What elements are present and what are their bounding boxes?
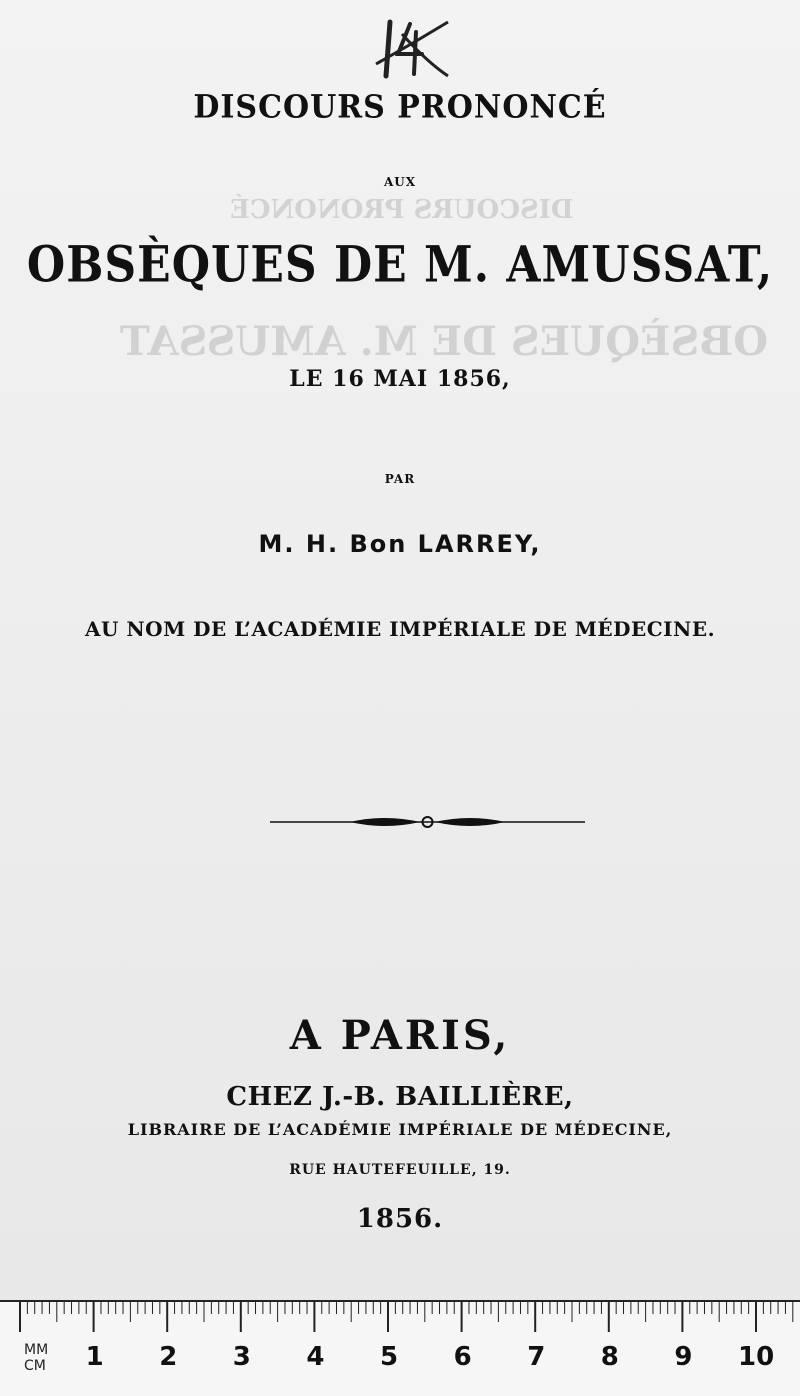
- ruler-number: 4: [306, 1342, 325, 1372]
- bleed-through-text: DISCOURS PRONONCÉ: [230, 195, 574, 225]
- on-behalf-line: AU NOM DE L’ACADÉMIE IMPÉRIALE DE MÉDECINE.: [84, 617, 716, 641]
- ruler-number: 9: [674, 1342, 693, 1372]
- par-line: PAR: [384, 472, 416, 486]
- ruler-number: 10: [738, 1342, 775, 1372]
- ruler-number: 6: [453, 1342, 472, 1372]
- ruler-number: 1: [85, 1342, 104, 1372]
- heading: DISCOURS PRONONCÉ: [193, 89, 607, 126]
- author: M. H. Bon LARREY,: [258, 530, 542, 558]
- unit-mm-label: MM: [24, 1342, 49, 1358]
- city-line: A PARIS,: [289, 1012, 511, 1059]
- ruler-number: 8: [600, 1342, 619, 1372]
- ruler-number: 7: [527, 1342, 546, 1372]
- date-line: LE 16 MAI 1856,: [289, 366, 511, 392]
- ruler-number: 5: [380, 1342, 399, 1372]
- ruler-number: 2: [159, 1342, 178, 1372]
- unit-cm-label: CM: [24, 1358, 46, 1374]
- ornament-divider: [270, 812, 585, 832]
- pencil-number-mark: [372, 14, 452, 84]
- aux-line: AUX: [383, 175, 417, 189]
- publisher-role: LIBRAIRE DE L’ACADÉMIE IMPÉRIALE DE MÉDECINE,: [127, 1120, 673, 1139]
- title: OBSÈQUES DE M. AMUSSAT,: [26, 236, 774, 295]
- publisher: CHEZ J.-B. BAILLIÈRE,: [226, 1082, 574, 1112]
- ruler-units: [24, 1342, 48, 1374]
- measuring-ruler: [0, 1300, 800, 1396]
- bleed-through-text: OBSÈQUES DE M. AMUSSAT: [120, 318, 768, 365]
- year: 1856.: [356, 1204, 444, 1234]
- address: RUE HAUTEFEUILLE, 19.: [289, 1162, 511, 1178]
- ruler-number: 3: [232, 1342, 251, 1372]
